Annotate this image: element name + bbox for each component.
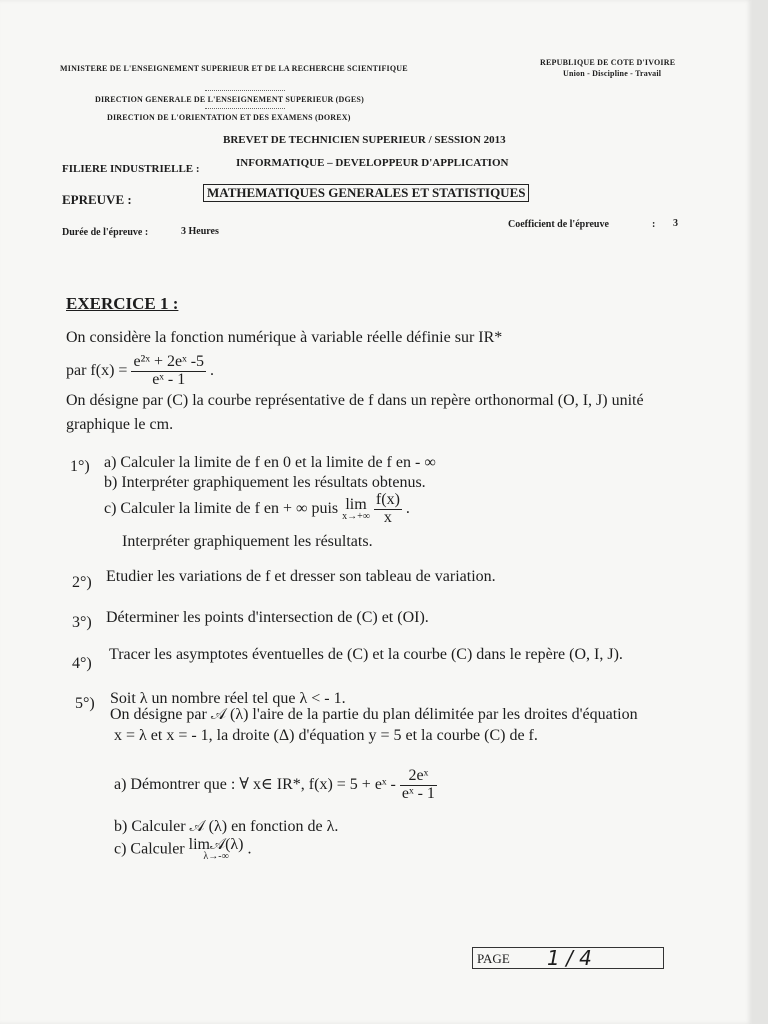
- page-label: PAGE: [477, 951, 510, 966]
- coef-value: 3: [673, 218, 678, 229]
- q1b-text: b) Interpréter graphiquement les résultats obtenus.: [104, 474, 426, 491]
- epreuve-label: EPREUVE :: [62, 192, 132, 207]
- curve-text-1: On désigne par (C) la courbe représentative de f dans un repère orthonormal (O, I, J) unité: [66, 392, 644, 409]
- q5-number: 5°): [75, 695, 95, 712]
- q5a-text: a) Démontrer que : ∀ x∈ IR*, f(x) = 5 + eˣ -: [114, 775, 396, 793]
- filiere-label: FILIERE INDUSTRIELLE :: [62, 163, 200, 175]
- f-fraction: [131, 354, 206, 389]
- q5-line-3: x = λ et x = - 1, la droite (Δ) d'équation y = 5 et la courbe (C) de f.: [114, 727, 538, 744]
- q1c-fraction: $\frac{f(x)}{x}$: [375, 491, 400, 526]
- duree-value: 3 Heures: [181, 226, 219, 237]
- scan-edge: [752, 0, 768, 1024]
- q1c-line: c) Calculer la limite de f en + ∞ puis lim x→+∞ $\frac{f(x)}{x}$ .: [104, 491, 410, 526]
- q5-line-1: Soit λ un nombre réel tel que λ < - 1.: [110, 690, 346, 707]
- q3-number: 3°): [72, 614, 92, 631]
- q5a-fraction: $\frac{\text{2eˣ}}{\text{eˣ - 1}}$: [401, 767, 435, 802]
- f-denominator: eˣ - 1: [131, 371, 206, 389]
- republic-line: REPUBLIQUE DE COTE D'IVOIRE: [540, 58, 676, 67]
- filiere-value: INFORMATIQUE – DEVELOPPEUR D'APPLICATION: [236, 157, 509, 169]
- motto-line: Union - Discipline - Travail: [563, 69, 662, 78]
- separator-dots: [205, 108, 285, 109]
- intro-text: On considère la fonction numérique à variable réelle définie sur IR*: [66, 329, 503, 346]
- function-definition: par f(x) = $\frac{\text{e²ˣ + 2eˣ -5}}{\text{eˣ - 1}}$ .: [66, 353, 215, 388]
- par-label: par f(x) =: [66, 361, 128, 379]
- lim-operator: lim𝒜(λ) λ→-∞: [188, 836, 244, 863]
- q3-text: Déterminer les points d'intersection de (C) et (OI).: [106, 609, 429, 626]
- direction-dges: DIRECTION GENERALE DE L'ENSEIGNEMENT SUPERIEUR (DGES): [95, 95, 364, 104]
- q4-text: Tracer les asymptotes éventuelles de (C) et la courbe (C) dans le repère (O, I, J).: [109, 646, 623, 663]
- coef-label: Coefficient de l'épreuve: [508, 219, 609, 230]
- q1a-text: a) Calculer la limite de f en 0 et la limite de f en - ∞: [104, 454, 436, 471]
- q5b-text: b) Calculer 𝒜 (λ) en fonction de λ.: [114, 818, 339, 835]
- q5c-line: c) Calculer lim𝒜(λ) λ→-∞ .: [114, 836, 252, 863]
- ministry-line: MINISTERE DE L'ENSEIGNEMENT SUPERIEUR ET DE LA RECHERCHE SCIENTIFIQUE: [60, 64, 408, 73]
- curve-text-2: graphique le cm.: [66, 416, 174, 433]
- q2-number: 2°): [72, 574, 92, 591]
- f-numerator: e²ˣ + 2eˣ -5: [133, 353, 205, 370]
- epreuve-value: MATHEMATIQUES GENERALES ET STATISTIQUES: [203, 184, 529, 202]
- duree-label: Durée de l'épreuve :: [62, 227, 149, 238]
- coef-sep: :: [652, 219, 656, 230]
- q1c-interpret: Interpréter graphiquement les résultats.: [122, 533, 373, 550]
- exercise-title: EXERCICE 1 :: [66, 294, 179, 313]
- lim-operator: lim x→+∞: [342, 495, 370, 522]
- separator-dots: [205, 90, 285, 91]
- q5a-line: [114, 768, 437, 803]
- direction-dorex: DIRECTION DE L'ORIENTATION ET DES EXAMENS (DOREX): [107, 113, 351, 122]
- page-number-box: [472, 947, 664, 969]
- page-value: 1 / 4: [547, 946, 592, 970]
- q4-number: 4°): [72, 655, 92, 672]
- q5-line-2: On désigne par 𝒜 (λ) l'aire de la partie du plan délimitée par les droites d'équation: [110, 706, 638, 723]
- exam-title: BREVET DE TECHNICIEN SUPERIEUR / SESSION 2013: [223, 134, 506, 146]
- q1c-text: c) Calculer la limite de f en + ∞ puis: [104, 499, 339, 517]
- q5c-text: c) Calculer: [114, 840, 185, 858]
- q1-number: 1°): [70, 458, 90, 475]
- q2-text: Etudier les variations de f et dresser son tableau de variation.: [106, 568, 496, 585]
